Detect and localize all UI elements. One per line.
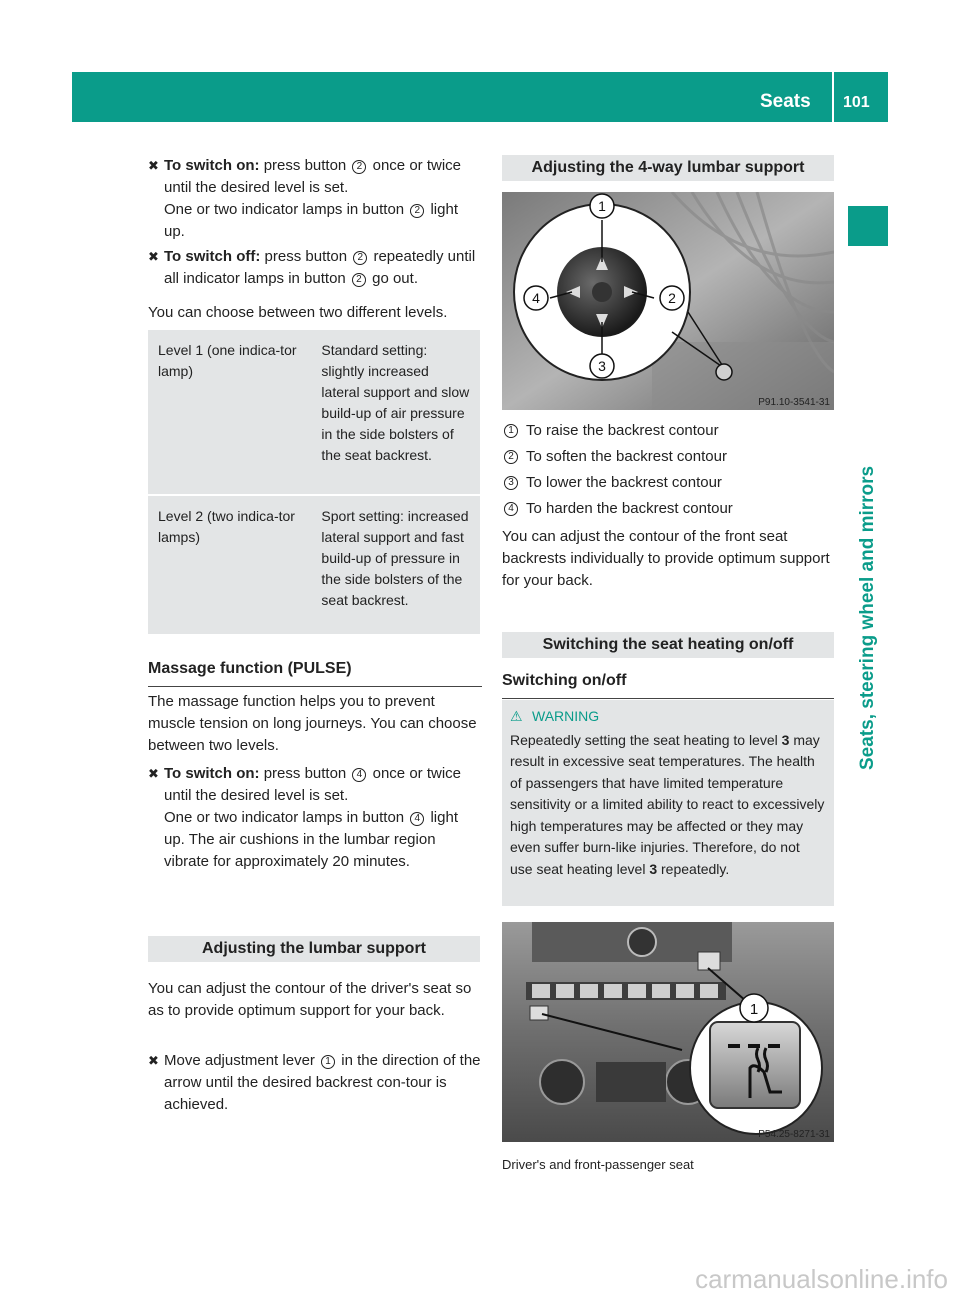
table-row <box>148 330 480 494</box>
callout-2-icon: 2 <box>504 450 518 464</box>
step-lumbar-lever: ✖ Move adjustment lever 1 in the direction of the arrow until the desired backrest con-tour is achieved. <box>148 1052 481 1113</box>
figure-code: P91.10-3541-31 <box>758 397 830 408</box>
step-arrow-icon: ✖ <box>148 249 159 264</box>
watermark: carmanualsonline.info <box>695 1264 948 1294</box>
page-title: Seats <box>760 91 811 112</box>
lumbar-heading: Adjusting the lumbar support <box>148 936 480 962</box>
callout-4-icon: 4 <box>352 768 366 782</box>
step-arrow-icon: ✖ <box>148 1053 159 1068</box>
page-number: 101 <box>843 94 870 111</box>
lumbar-intro: You can adjust the contour of the driver's seat so as to provide optimum support for your back. <box>148 980 472 1019</box>
callout-3-icon: 3 <box>504 476 518 490</box>
list-item: 2 To soften the backrest contour <box>502 446 834 468</box>
table-row <box>148 494 480 634</box>
massage-heading: Massage function (PULSE) <box>148 658 482 687</box>
step-arrow-icon: ✖ <box>148 158 159 173</box>
step-switch-on: ✖ To switch on: press button 2 once or twice until the desired level is set. One or two indicator lamps in button 2 light up. <box>148 157 461 240</box>
warning-title: ⚠ WARNING <box>510 706 826 728</box>
table-cell: Standard setting: slightly increased lateral support and slow build-up of air pressure in the side bolsters of the seat backrest. <box>321 342 470 463</box>
callout-1-icon: 1 <box>321 1055 335 1069</box>
lumbar4-heading: Adjusting the 4-way lumbar support <box>502 155 834 181</box>
contour-text: You can adjust the contour of the front seat backrests individually to provide optimum support for your back. <box>502 528 830 589</box>
massage-intro: The massage function helps you to prevent muscle tension on long journeys. You can choose between two levels. <box>148 693 477 754</box>
levels-table <box>148 330 480 634</box>
svg-text:3: 3 <box>598 358 606 374</box>
figure-code: P54.25-8271-31 <box>758 1129 830 1140</box>
levels-intro: You can choose between two different levels. <box>148 304 448 321</box>
list-item: 3 To lower the backrest contour <box>502 472 834 494</box>
heating-heading: Switching the seat heating on/off <box>502 632 834 658</box>
svg-text:4: 4 <box>532 290 540 306</box>
seat-heating-photo <box>502 922 834 1142</box>
svg-text:1: 1 <box>749 1001 759 1018</box>
svg-text:1: 1 <box>598 198 606 214</box>
table-cell: Level 2 (two indica-tor lamps) <box>158 508 295 545</box>
callout-1-icon: 1 <box>504 424 518 438</box>
table-cell: Level 1 (one indica-tor lamp) <box>158 342 297 379</box>
callout-2-icon: 2 <box>352 273 366 287</box>
step-arrow-icon: ✖ <box>148 766 159 781</box>
list-item: 4 To harden the backrest contour <box>502 498 834 520</box>
figure-caption: Driver's and front-passenger seat <box>502 1157 694 1172</box>
svg-text:2: 2 <box>668 290 676 306</box>
switch-heading: Switching on/off <box>502 670 834 699</box>
callout-2-icon: 2 <box>410 204 424 218</box>
warning-triangle-icon: ⚠ <box>510 708 523 724</box>
table-cell: Sport setting: increased lateral support and fast build-up of pressure in the side bolsters of the seat backrest. <box>321 508 469 608</box>
callout-2-icon: 2 <box>353 251 367 265</box>
step-massage-on: ✖ To switch on: press button 4 once or twice until the desired level is set. One or two indicator lamps in button 4 light up. The air cushions in the lumbar region vibrate for approximately 20 minutes. <box>148 765 461 870</box>
lumbar-control-photo <box>502 192 834 410</box>
warning-box <box>502 700 834 906</box>
warning-text: Repeatedly setting the seat heating to level 3 may result in excessive seat temperatures. The health of passengers that have limited temperature sensitivity or a limited ability to react to excessively high temperatures may be affected or they may even suffer burn-like injuries. Therefore, do not use seat heating level 3 repeatedly. <box>510 731 825 877</box>
header-divider <box>832 72 834 122</box>
callout-4-icon: 4 <box>410 812 424 826</box>
step-switch-off: ✖ To switch off: press button 2 repeatedly until all indicator lamps in button 2 go out. <box>148 248 476 287</box>
list-item: 1 To raise the backrest contour <box>502 420 834 442</box>
callout-2-icon: 2 <box>352 160 366 174</box>
side-tab-marker <box>848 206 888 246</box>
chapter-tab-label: Seats, steering wheel and mirrors <box>857 465 878 770</box>
callout-4-icon: 4 <box>504 502 518 516</box>
